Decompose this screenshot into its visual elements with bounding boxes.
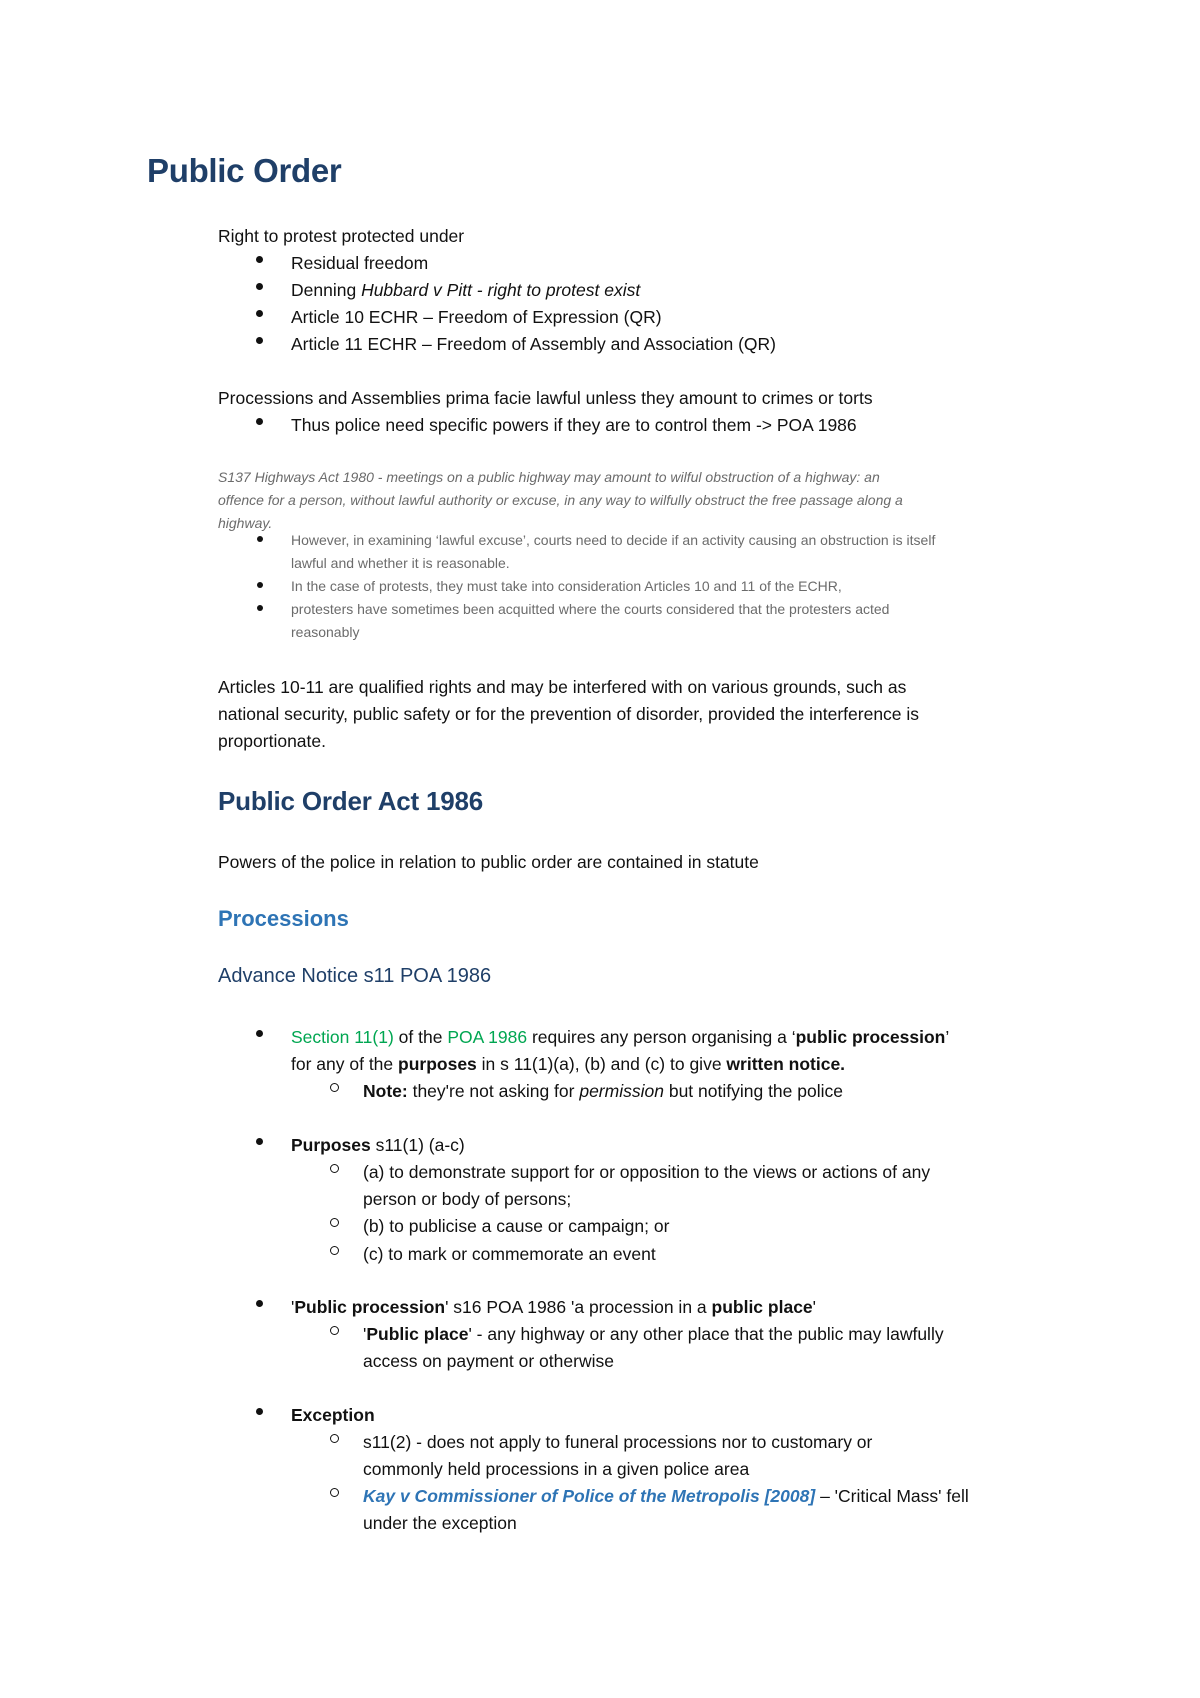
bullet-icon	[256, 310, 263, 317]
list-item: Article 10 ECHR – Freedom of Expression (QR)	[291, 307, 662, 327]
bullet-icon	[256, 1300, 263, 1307]
circle-bullet-icon	[330, 1083, 339, 1092]
intro-lead: Right to protest protected under	[218, 226, 465, 246]
text: ' - any highway or any other place that the public may lawfully	[468, 1324, 944, 1344]
bullet-icon	[256, 1138, 263, 1145]
text: in s 11(1)(a), (b) and (c) to give	[476, 1054, 727, 1074]
list-item: reasonably	[291, 624, 360, 640]
text: for any of the	[291, 1054, 399, 1074]
list-item: Thus police need specific powers if they are to control them -> POA 1986	[291, 415, 857, 435]
poa-link[interactable]: POA 1986	[447, 1027, 528, 1047]
circle-bullet-icon	[330, 1488, 339, 1497]
bold-text: public place	[711, 1297, 813, 1317]
paragraph-line: proportionate.	[218, 731, 326, 751]
bold-text: Purposes	[291, 1135, 371, 1155]
list-item: Article 11 ECHR – Freedom of Assembly and Association (QR)	[291, 334, 777, 354]
sub-list-item: (b) to publicise a cause or campaign; or	[363, 1216, 670, 1236]
text: they're not asking for	[407, 1081, 580, 1101]
text: but notifying the police	[663, 1081, 843, 1101]
highways-line: S137 Highways Act 1980 - meetings on a public highway may amount to wilful obstruction of a highway: an	[218, 469, 880, 485]
circle-bullet-icon	[330, 1164, 339, 1173]
list-item: However, in examining ‘lawful excuse’, courts need to decide if an activity causing an obstruction is itself	[291, 532, 936, 548]
list-item: Residual freedom	[291, 253, 429, 273]
list-item	[291, 277, 640, 303]
sub-list-item-continuation: commonly held processions in a given police area	[363, 1459, 750, 1479]
page-title: Public Order	[147, 152, 342, 189]
bullet-icon	[257, 582, 263, 588]
list-item: In the case of protests, they must take into consideration Articles 10 and 11 of the ECHR,	[291, 578, 842, 594]
italic-text: permission	[579, 1081, 664, 1101]
list-item	[291, 1402, 375, 1428]
bullet-icon	[256, 337, 263, 344]
sub-list-item	[363, 1321, 944, 1347]
list-item-text: Denning	[291, 280, 362, 300]
sub-list-item-continuation: access on payment or otherwise	[363, 1351, 614, 1371]
bullet-icon	[256, 256, 263, 263]
text: ' s16 POA 1986 'a procession in a	[445, 1297, 712, 1317]
bold-text: Note:	[363, 1081, 408, 1101]
text: '	[291, 1297, 295, 1317]
paragraph-line: Articles 10-11 are qualified rights and may be interfered with on various grounds, such as	[218, 677, 907, 697]
highways-line: highway.	[218, 515, 273, 531]
circle-bullet-icon	[330, 1434, 339, 1443]
paragraph: Processions and Assemblies prima facie lawful unless they amount to crimes or torts	[218, 388, 873, 408]
highways-line: offence for a person, without lawful authority or excuse, in any way to wilfully obstruct the free passage along a	[218, 492, 903, 508]
sub-list-item-continuation: under the exception	[363, 1513, 517, 1533]
sub-list-item	[363, 1483, 969, 1509]
text: – 'Critical Mass' fell	[815, 1486, 969, 1506]
list-item	[291, 1132, 465, 1158]
bullet-icon	[256, 1408, 263, 1415]
text: of the	[393, 1027, 448, 1047]
list-item	[291, 1024, 949, 1050]
section-heading: Public Order Act 1986	[218, 786, 484, 816]
bold-text: written notice.	[726, 1054, 846, 1074]
subsection-heading: Processions	[218, 906, 349, 931]
section-link[interactable]: Section 11(1)	[291, 1027, 394, 1047]
sub-list-item: s11(2) - does not apply to funeral processions nor to customary or	[363, 1432, 873, 1452]
case-link[interactable]: Kay v Commissioner of Police of the Metropolis [2008]	[363, 1486, 816, 1506]
bullet-icon	[256, 1030, 263, 1037]
case-name: Hubbard v Pitt - right to protest exist	[361, 280, 641, 300]
sub-list-item: (a) to demonstrate support for or opposition to the views or actions of any	[363, 1162, 931, 1182]
circle-bullet-icon	[330, 1218, 339, 1227]
bullet-icon	[256, 283, 263, 290]
sub-list-item: (c) to mark or commemorate an event	[363, 1244, 656, 1264]
list-item	[291, 1294, 816, 1320]
bold-text: public procession	[795, 1027, 946, 1047]
circle-bullet-icon	[330, 1246, 339, 1255]
bullet-icon	[257, 536, 263, 542]
circle-bullet-icon	[330, 1326, 339, 1335]
bold-text: Public place	[366, 1324, 469, 1344]
text: requires any person organising a ‘	[527, 1027, 796, 1047]
bullet-icon	[256, 418, 263, 425]
bold-text: purposes	[398, 1054, 477, 1074]
text: '	[812, 1297, 816, 1317]
sub-list-item-continuation: person or body of persons;	[363, 1189, 572, 1209]
text: ’	[945, 1027, 950, 1047]
subsubsection-heading: Advance Notice s11 POA 1986	[218, 965, 492, 987]
list-item-continuation	[291, 1051, 845, 1077]
list-item: protesters have sometimes been acquitted where the courts considered that the protesters acted	[291, 601, 890, 617]
bold-text: Exception	[291, 1405, 375, 1425]
sub-list-item	[363, 1078, 843, 1104]
list-item: lawful and whether it is reasonable.	[291, 555, 510, 571]
bold-text: Public procession	[294, 1297, 446, 1317]
paragraph: Powers of the police in relation to public order are contained in statute	[218, 852, 759, 872]
text: '	[363, 1324, 367, 1344]
paragraph-line: national security, public safety or for the prevention of disorder, provided the interference is	[218, 704, 920, 724]
text: s11(1) (a-c)	[370, 1135, 465, 1155]
bullet-icon	[257, 605, 263, 611]
